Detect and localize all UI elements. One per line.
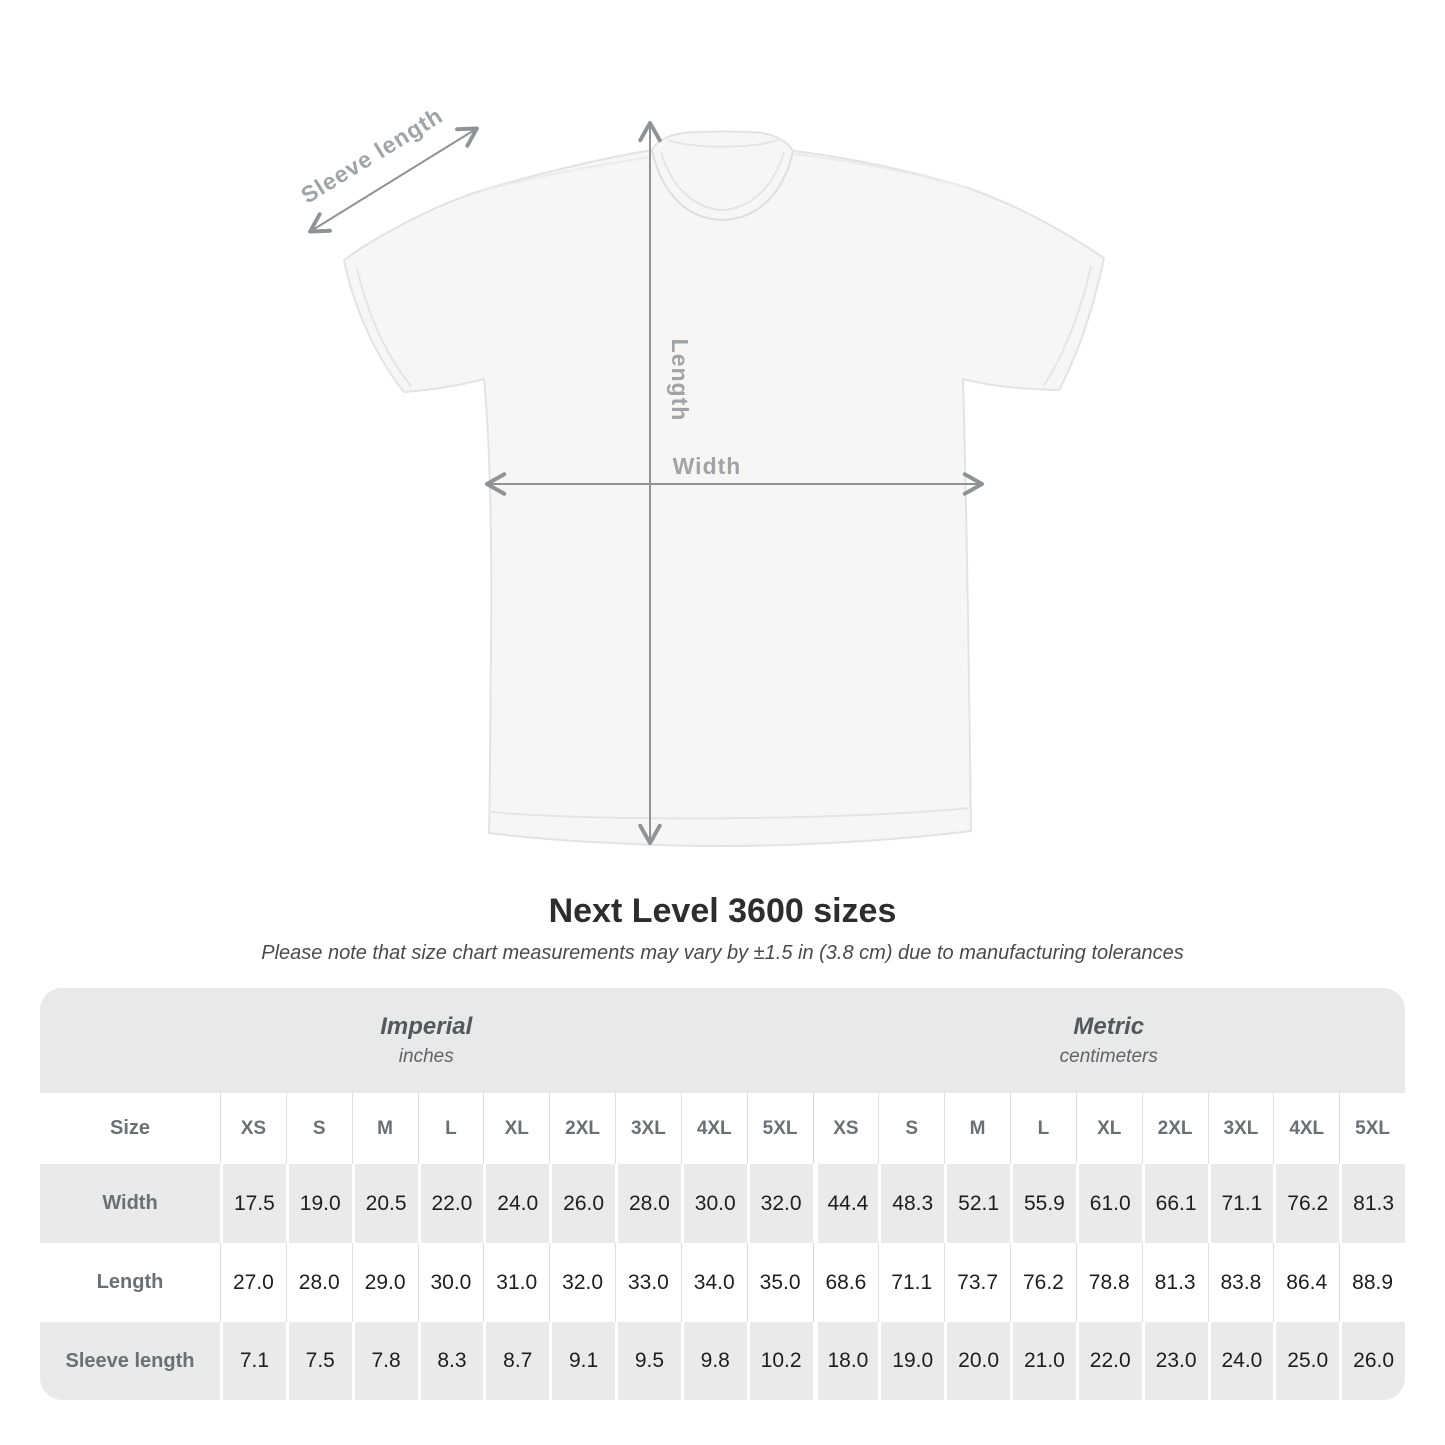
table-cell: 20.0 xyxy=(944,1322,1010,1400)
table-cell: 48.3 xyxy=(878,1164,944,1243)
table-cell: 27.0 xyxy=(220,1243,286,1322)
table-cell: 66.1 xyxy=(1142,1164,1208,1243)
table-cell: 19.0 xyxy=(878,1322,944,1400)
size-header-row xyxy=(40,1093,1405,1164)
table-cell: 30.0 xyxy=(418,1243,484,1322)
table-cell: 44.4 xyxy=(813,1164,879,1243)
table-cell: 7.1 xyxy=(220,1322,286,1400)
size-col-header: 2XL xyxy=(549,1093,615,1164)
heading-block xyxy=(0,892,1445,965)
row-label: Length xyxy=(96,1271,164,1293)
imperial-title: Imperial xyxy=(380,1013,473,1040)
size-col-header: 2XL xyxy=(1142,1093,1208,1164)
size-col-header: L xyxy=(1010,1093,1076,1164)
size-col-header: XS xyxy=(813,1093,879,1164)
table-cell: 9.8 xyxy=(681,1322,747,1400)
sleeve-length-row xyxy=(40,1322,1405,1400)
size-table xyxy=(40,988,1405,1400)
size-col-header: S xyxy=(286,1093,352,1164)
table-cell: 32.0 xyxy=(549,1243,615,1322)
size-col-header: 3XL xyxy=(615,1093,681,1164)
table-cell: 26.0 xyxy=(1339,1322,1405,1400)
metric-unit: centimeters xyxy=(1059,1046,1158,1067)
table-cell: 76.2 xyxy=(1273,1164,1339,1243)
table-cell: 61.0 xyxy=(1076,1164,1142,1243)
table-cell: 28.0 xyxy=(286,1243,352,1322)
table-cell: 88.9 xyxy=(1339,1243,1405,1322)
table-cell: 73.7 xyxy=(944,1243,1010,1322)
table-cell: 25.0 xyxy=(1273,1322,1339,1400)
table-cell: 68.6 xyxy=(813,1243,879,1322)
table-cell: 29.0 xyxy=(352,1243,418,1322)
size-col-header: 3XL xyxy=(1208,1093,1274,1164)
corner-label: Size xyxy=(109,1117,151,1139)
page-subtitle: Please note that size chart measurements may vary by ±1.5 in (3.8 cm) due to manufacturing tolerances xyxy=(261,942,1184,965)
table-cell: 32.0 xyxy=(747,1164,813,1243)
imperial-header xyxy=(40,988,813,1093)
table-cell: 8.3 xyxy=(418,1322,484,1400)
size-col-header: XL xyxy=(1076,1093,1142,1164)
page-title: Next Level 3600 sizes xyxy=(548,892,897,930)
table-cell: 30.0 xyxy=(681,1164,747,1243)
table-cell: 19.0 xyxy=(286,1164,352,1243)
table-cell: 24.0 xyxy=(483,1164,549,1243)
table-cell: 8.7 xyxy=(483,1322,549,1400)
table-cell: 78.8 xyxy=(1076,1243,1142,1322)
table-cell: 18.0 xyxy=(813,1322,879,1400)
width-row xyxy=(40,1164,1405,1243)
table-cell: 71.1 xyxy=(878,1243,944,1322)
table-cell: 7.5 xyxy=(286,1322,352,1400)
unit-header-row xyxy=(40,988,1405,1093)
table-cell: 21.0 xyxy=(1010,1322,1076,1400)
metric-header xyxy=(813,988,1406,1093)
row-label: Width xyxy=(40,1164,220,1243)
length-label: Length xyxy=(667,338,693,422)
size-col-header: M xyxy=(944,1093,1010,1164)
size-col-header: XL xyxy=(483,1093,549,1164)
table-cell: 26.0 xyxy=(549,1164,615,1243)
table-cell: 86.4 xyxy=(1273,1243,1339,1322)
table-cell: 52.1 xyxy=(944,1164,1010,1243)
table-cell: 35.0 xyxy=(747,1243,813,1322)
table-cell: 34.0 xyxy=(681,1243,747,1322)
tshirt-shape xyxy=(344,132,1104,847)
table-cell: 22.0 xyxy=(1076,1322,1142,1400)
table-cell: 7.8 xyxy=(352,1322,418,1400)
table-cell: 20.5 xyxy=(352,1164,418,1243)
size-col-header: XS xyxy=(220,1093,286,1164)
sleeve-length-label: Sleeve length xyxy=(296,101,448,209)
table-cell: 10.2 xyxy=(747,1322,813,1400)
table-cell: 83.8 xyxy=(1208,1243,1274,1322)
table-cell: 31.0 xyxy=(483,1243,549,1322)
imperial-unit: inches xyxy=(398,1046,454,1067)
table-cell: 17.5 xyxy=(220,1164,286,1243)
size-col-header: 5XL xyxy=(747,1093,813,1164)
size-col-header: 5XL xyxy=(1339,1093,1405,1164)
table-cell: 81.3 xyxy=(1339,1164,1405,1243)
table-cell: 9.1 xyxy=(549,1322,615,1400)
table-cell: 33.0 xyxy=(615,1243,681,1322)
table-cell: 81.3 xyxy=(1142,1243,1208,1322)
table-cell: 71.1 xyxy=(1208,1164,1274,1243)
table-cell: 9.5 xyxy=(615,1322,681,1400)
size-col-header: M xyxy=(352,1093,418,1164)
width-label: Width xyxy=(672,453,742,479)
table-cell: 23.0 xyxy=(1142,1322,1208,1400)
length-row xyxy=(40,1243,1405,1322)
row-label: Sleeve length xyxy=(40,1322,220,1400)
table-cell: 76.2 xyxy=(1010,1243,1076,1322)
size-col-header: 4XL xyxy=(681,1093,747,1164)
size-col-header: 4XL xyxy=(1273,1093,1339,1164)
table-cell: 24.0 xyxy=(1208,1322,1274,1400)
table-cell: 55.9 xyxy=(1010,1164,1076,1243)
table-cell: 22.0 xyxy=(418,1164,484,1243)
size-col-header: L xyxy=(418,1093,484,1164)
metric-title: Metric xyxy=(1073,1013,1145,1040)
size-col-header: S xyxy=(878,1093,944,1164)
table-cell: 28.0 xyxy=(615,1164,681,1243)
